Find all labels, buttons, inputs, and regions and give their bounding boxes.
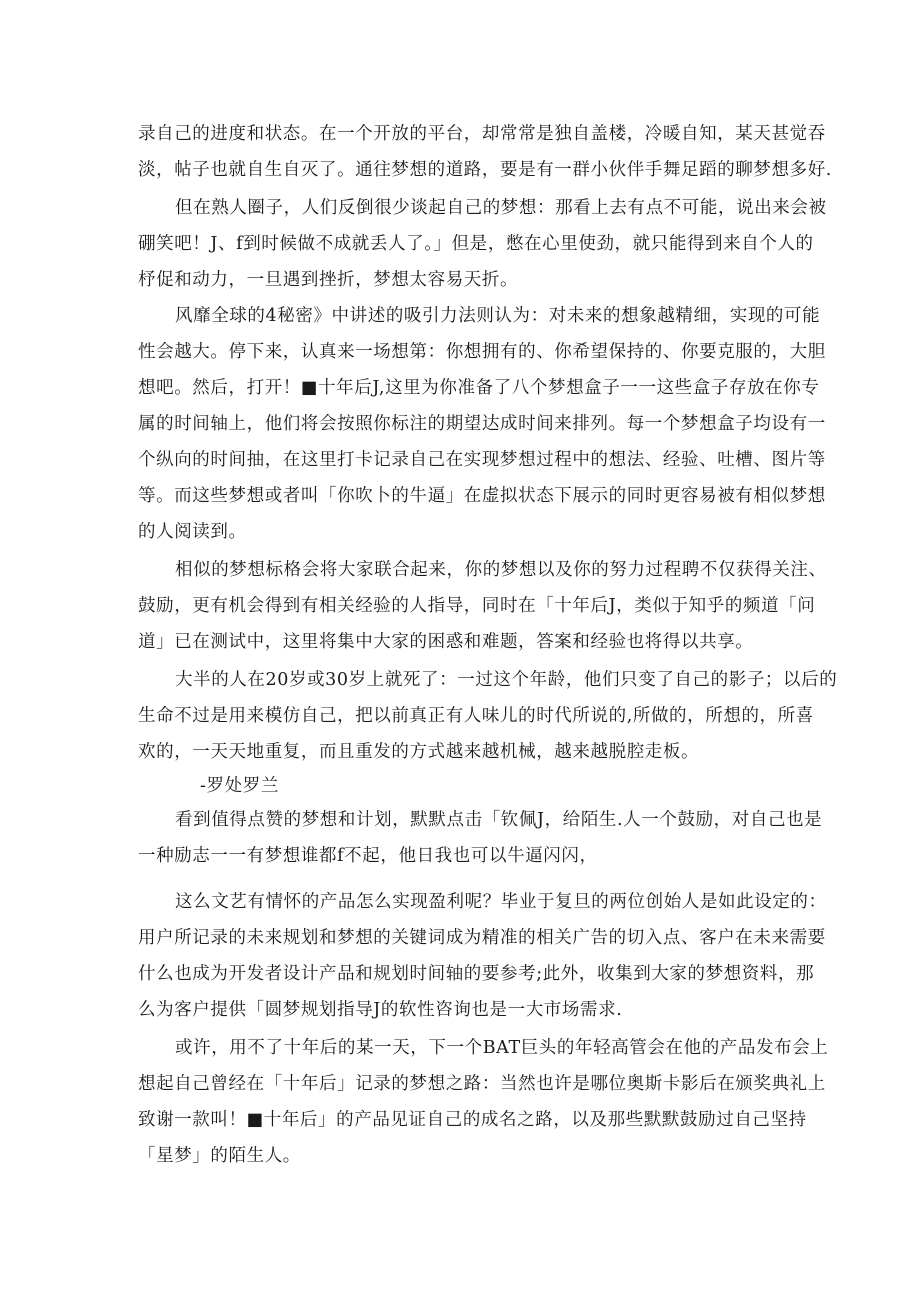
text-line: 想吧。然后，打开！■十年后J,这里为你准备了八个梦想盒子一一这些盒子存放在你专 xyxy=(138,378,820,398)
text-line: 等。而这些梦想或者叫「你吹卜的牛逼」在虚拟状态下展示的同时更容易被有相似梦想 xyxy=(138,486,826,506)
text-line: 用户所记录的未来规划和梦想的关键词成为精准的相关广告的切入点、客户在未来需要 xyxy=(138,928,826,948)
text-line: 淡，帖子也就自生自灭了。通往梦想的道路，要是有一群小伙伴手舞足蹈的聊梦想多好. xyxy=(138,160,832,180)
text-line: 性会越大。停下来，认真来一场想第：你想拥有的、你希望保持的、你要克服的，大胆 xyxy=(138,342,826,362)
text-line: 属的时间轴上，他们将会按照你标注的期望达成时间来排列。每一个梦想盒子均设有一 xyxy=(138,414,826,434)
text-line: 硼笑吧！J、f到时候做不成就丢人了。」但是，憋在心里使劲，就只能得到来自个人的 xyxy=(138,234,814,254)
attribution: -罗处罗兰 xyxy=(200,776,279,796)
text-line: 或许，用不了十年后的某一天，下一个BAT巨头的年轻高管会在他的产品发布会上 xyxy=(175,1038,829,1058)
text-line: 看到值得点赞的梦想和计划，默默点击「钦佩J，给陌生.人一个鼓励，对自己也是 xyxy=(175,810,823,830)
text-line: 但在熟人圈子，人们反倒很少谈起自己的梦想：那看上去有点不可能，说出来会被 xyxy=(175,198,827,218)
text-line: 大半的人在20岁或30岁上就死了：一过这个年龄，他们只变了自己的影子；以后的 xyxy=(175,670,838,690)
text-line: 「星梦」的陌生人。 xyxy=(138,1146,301,1166)
text-line: 生命不过是用来模仿自己，把以前真正有人味儿的时代所说的,所做的，所想的，所喜 xyxy=(138,706,814,726)
text-line: 道」已在测试中，这里将集中大家的困惑和难题，答案和经验也将得以共享。 xyxy=(138,632,754,652)
text-line: 风靡全球的4秘密》中讲述的吸引力法则认为：对未来的想象越精细，实现的可能 xyxy=(175,306,821,326)
text-line: 录自己的进度和状态。在一个开放的平台，却常常是独自盖楼，冷暖自知，某天甚觉吞 xyxy=(138,124,826,144)
text-line: 相似的梦想标格会将大家联合起来，你的梦想以及你的努力过程聘不仅获得关注、 xyxy=(175,560,827,580)
text-line: 这么文艺有情怀的产品怎么实现盈利呢？毕业于复旦的两位创始人是如此设定的： xyxy=(175,892,827,912)
text-line: 什么也成为开发者设计产品和规划时间轴的要参考;此外，收集到大家的梦想资料，那 xyxy=(138,964,815,984)
text-line: 欢的，一天天地重复，而且重发的方式越来越机械，越来越脱腔走板。 xyxy=(138,742,700,762)
text-line: 鼓励，更有机会得到有相关经验的人指导，同时在「十年后J，类似于知乎的频道「问 xyxy=(138,596,816,616)
text-line: 想起自己曾经在「十年后」记录的梦想之路：当然也许是哪位奥斯卡影后在颁奖典礼上 xyxy=(138,1074,826,1094)
text-line: 致谢一款叫！■十年后」的产品见证自己的成名之路，以及那些默默鼓励过自己坚持 xyxy=(138,1110,807,1130)
text-line: 一种励志一一有梦想谁都f不起，他日我也可以牛逼闪闪， xyxy=(138,846,598,866)
text-line: 个纵向的时间抽，在这里打卡记录自己在实现梦想过程中的想法、经验、吐槽、图片等 xyxy=(138,450,826,470)
text-line: 杼促和动力，一旦遇到挫折，梦想太容易天折。 xyxy=(138,270,519,290)
text-line: 的人阅读到。 xyxy=(138,522,247,542)
text-line: 么为客户提供「圆梦规划指导J的软性咨询也是一大市场需求. xyxy=(138,1000,623,1020)
